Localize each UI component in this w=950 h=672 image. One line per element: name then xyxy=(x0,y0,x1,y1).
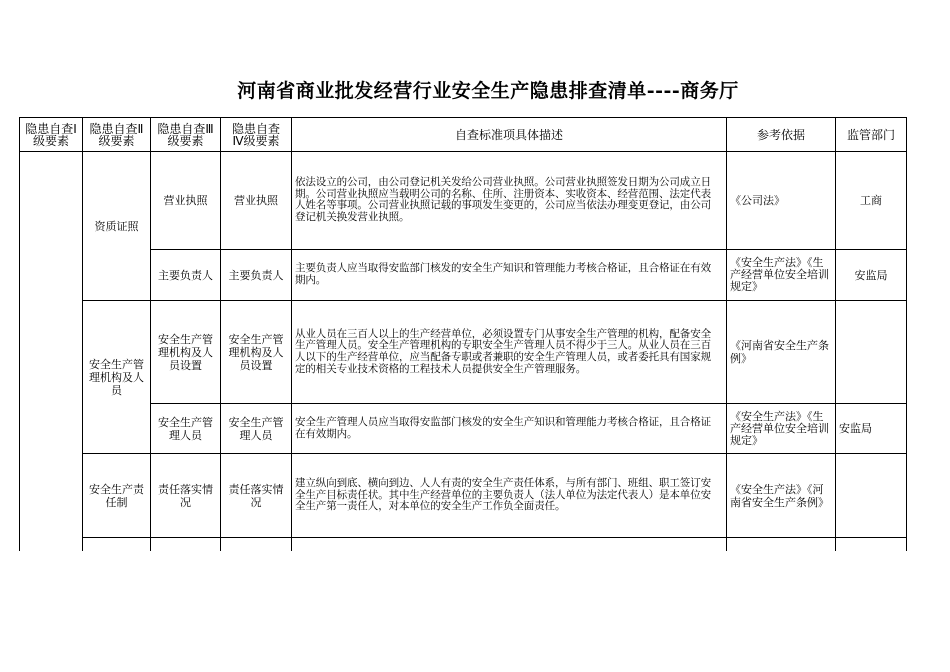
header-level1: 隐患自查Ⅰ级要素 xyxy=(25,121,77,148)
row-line-5 xyxy=(82,537,907,538)
row1-department: 工商 xyxy=(860,194,882,207)
header-description: 自查标准项具体描述 xyxy=(454,127,563,142)
row1-level3: 营业执照 xyxy=(163,194,208,207)
row3-department xyxy=(836,301,906,403)
row5-level3: 责任落实情况 xyxy=(158,482,213,509)
header-department: 监管部门 xyxy=(846,127,895,142)
row5-description: 建立纵向到底、横向到边、人人有责的安全生产责任体系，与所有部门、班组、职工签订安全生产目标责任状。其中生产经营单位的主要负责人（法人单位为法定代表人）是本单位安全生产第一责任人，对本单位的安全生产工作负全面责任。 xyxy=(295,477,711,513)
row4-reference: 《安全生产法》《生产经营单位安全培训规定》 xyxy=(730,409,829,447)
row2-level4: 主要负责人 xyxy=(228,268,284,282)
group-responsibility: 安全生产责任制 xyxy=(89,482,144,509)
row2-reference: 《安全生产法》《生产经营单位安全培训规定》 xyxy=(730,256,829,293)
header-level2: 隐患自查Ⅱ级要素 xyxy=(89,121,144,148)
row4-level3: 安全生产管理人员 xyxy=(158,415,213,442)
row1-description: 依法设立的公司，由公司登记机关发给公司营业执照。公司营业执照签发日期为公司成立日期。公司营业执照应当载明公司的名称、住所、注册资本、实收资本、经营范围、法定代表人姓名等事项。公司营业执照记载的事项发生变更的，公司应当依法办理变更登记，由公司登记机关换发营业执照。 xyxy=(295,176,711,223)
row2-level3: 主要负责人 xyxy=(158,268,213,282)
row3-level3: 安全生产管理机构及人员设置 xyxy=(158,332,213,372)
row3-reference: 《河南省安全生产条例》 xyxy=(730,339,829,365)
col-line-7 xyxy=(906,117,907,551)
row1-reference: 《公司法》 xyxy=(730,194,785,207)
group-qualification: 资质证照 xyxy=(94,219,139,233)
row3-level4: 安全生产管理机构及人员设置 xyxy=(228,332,284,372)
row2-description: 主要负责人应当取得安监部门核发的安全生产知识和管理能力考核合格证，且合格证在有效期内。 xyxy=(295,262,711,286)
row4-level4: 安全生产管理人员 xyxy=(228,415,284,442)
row4-description: 安全生产管理人员应当取得安监部门核发的安全生产知识和管理能力考核合格证，且合格证在有效期内。 xyxy=(295,415,711,440)
row2-department: 安监局 xyxy=(854,268,888,282)
col-line-0 xyxy=(19,117,20,551)
row1-level4: 营业执照 xyxy=(234,194,278,207)
row3-description: 从业人员在三百人以上的生产经营单位，必须设置专门从事安全生产管理的机构，配备安全生产管理人员。安全生产管理机构的专职安全生产管理人员不得少于三人。从业人员在三百人以下的生产经营单位，应当配备专职或者兼职的安全生产管理人员，或者委托具有国家规定的相关专业技术资格的工程技术人员提供安全生产管理服务。 xyxy=(295,327,711,375)
row5-reference: 《安全生产法》《河南省安全生产条例》 xyxy=(730,482,829,509)
header-level4: 隐患自查Ⅳ级要素 xyxy=(231,121,280,148)
row5-level4: 责任落实情况 xyxy=(228,482,284,509)
header-reference: 参考依据 xyxy=(756,127,805,142)
header-level3: 隐患自查Ⅲ级要素 xyxy=(157,121,214,148)
group-safety-org: 安全生产管理机构及人员 xyxy=(89,357,144,397)
row4-department: 安监局 xyxy=(839,422,872,435)
row5-department xyxy=(836,454,906,537)
title-text: 河南省商业批发经营行业安全生产隐患排查清单----商务厅 xyxy=(237,80,739,102)
